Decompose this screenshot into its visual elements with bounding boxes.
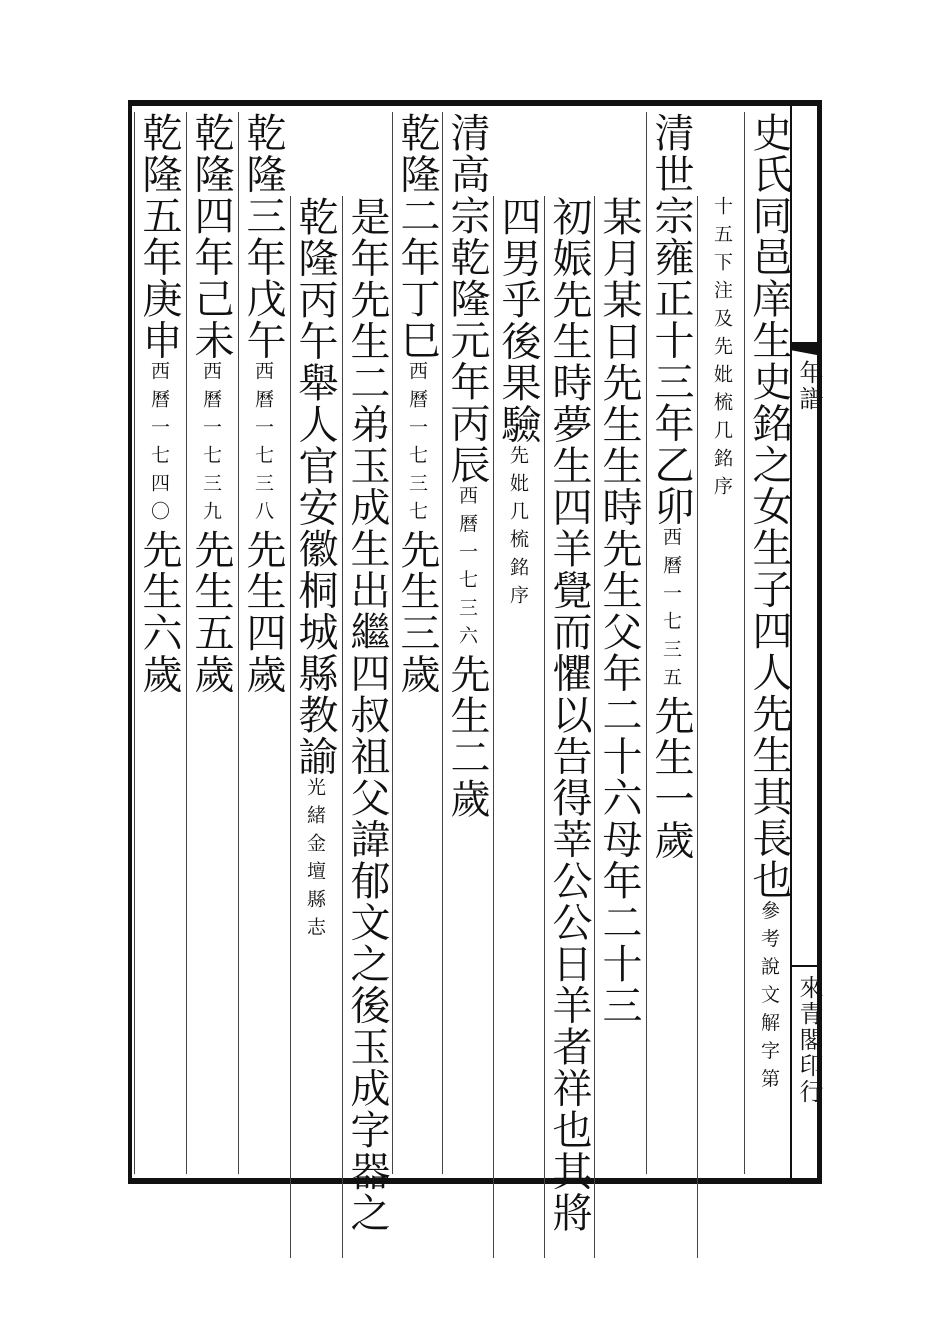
text-column-4: 某月某日先生生時先生父年二十六母年二十三 xyxy=(594,196,644,1258)
text-column-12: 乾隆四年己未西曆一七三九先生五歲 xyxy=(186,112,236,1174)
text-column-2: 十五下注及先妣梳几銘序 xyxy=(697,196,747,1258)
margin-divider xyxy=(792,965,822,967)
text-column-5: 初娠先生時夢生四羊覺而懼以告得莘公公日羊者祥也其將 xyxy=(544,196,594,1258)
text-column-7: 清高宗乾隆元年丙辰西曆一七三六先生二歲 xyxy=(442,112,492,1174)
text-column-6: 四男乎後果驗先妣几梳銘序 xyxy=(493,196,543,1258)
running-title: 年譜 xyxy=(795,360,823,412)
text-column-11: 乾隆三年戊午西曆一七三八先生四歲 xyxy=(238,112,288,1174)
text-column-3: 清世宗雍正十三年乙卯西曆一七三五先生一歲 xyxy=(646,112,696,1174)
text-column-1: 史氏同邑庠生史銘之女生子四人先生其長也參考說文解字第 xyxy=(744,112,794,1174)
text-column-9: 是年先生二弟玉成生出繼四叔祖父諱郁文之後玉成字器之 xyxy=(342,196,392,1258)
text-column-13: 乾隆五年庚申西曆一七四〇先生六歲 xyxy=(134,112,184,1174)
text-column-8: 乾隆二年丁巳西曆一七三七先生三歲 xyxy=(392,112,442,1174)
publisher-imprint: 來青閣印行 xyxy=(795,975,823,1105)
text-column-10: 乾隆丙午舉人官安徽桐城縣教諭光緒金壇縣志 xyxy=(290,196,340,1258)
